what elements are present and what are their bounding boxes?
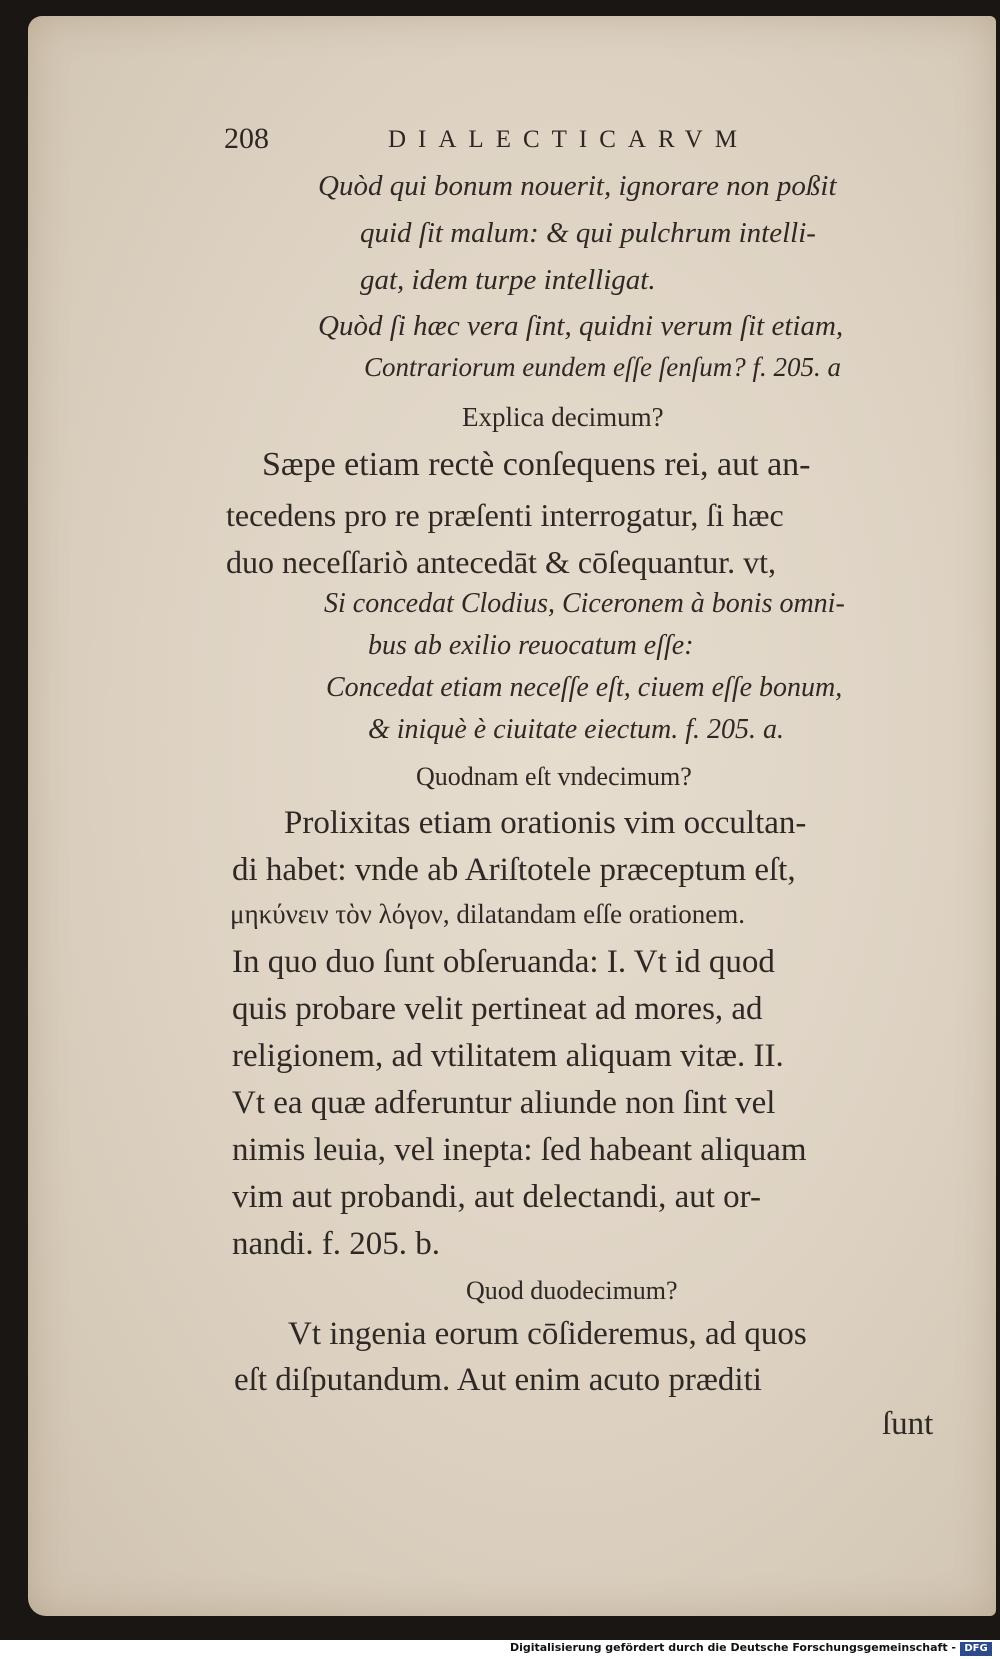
text-line: In quo duo ſunt obſeruanda: I. Vt id quod: [232, 944, 775, 980]
text-line: di habet: vnde ab Ariſtotele præceptum eſt,: [232, 852, 796, 888]
text-line: Concedat etiam neceſſe eſt, ciuem eſſe bonum,: [326, 672, 843, 703]
page-number: 208: [224, 122, 269, 155]
text-line: religionem, ad vtilitatem aliquam vitæ. II.: [232, 1038, 784, 1074]
text-line: Quòd ſi hæc vera ſint, quidni verum ſit etiam,: [318, 310, 844, 342]
text-line: Vt ingenia eorum cōſideremus, ad quos: [288, 1316, 807, 1352]
text-line: eſt diſputandum. Aut enim acuto præditi: [234, 1362, 762, 1398]
text-line: nandi. f. 205. b.: [232, 1226, 441, 1262]
page-header: [224, 122, 924, 170]
text-line: tecedens pro re præſenti interrogatur, ſi hæc: [226, 497, 784, 533]
catchword: ſunt: [882, 1406, 934, 1442]
question-heading: Explica decimum?: [462, 402, 664, 432]
text-line: vim aut probandi, aut delectandi, aut or-: [232, 1179, 761, 1215]
text-line: Vt ea quæ adferuntur aliunde non ſint vel: [232, 1085, 776, 1121]
dfg-logo: DFG: [960, 1642, 992, 1656]
text-line: & iniquè è ciuitate eiectum. f. 205. a.: [368, 714, 785, 745]
footer-bar: [0, 1640, 1000, 1659]
text-line: Si concedat Clodius, Ciceronem à bonis omni-: [324, 588, 845, 619]
text-line: bus ab exilio reuocatum eſſe:: [368, 630, 694, 661]
text-line: Contrariorum eundem eſſe ſenſum? f. 205. a: [364, 352, 841, 382]
question-heading: Quodnam eſt vndecimum?: [416, 762, 692, 791]
text-line: Quòd qui bonum nouerit, ignorare non poßit: [318, 170, 837, 202]
text-line: gat, idem turpe intelligat.: [360, 264, 656, 296]
text-line: duo neceſſariò antecedāt & cōſequantur. vt,: [226, 544, 776, 580]
running-title: DIALECTICARVM: [388, 126, 749, 153]
text-line: quid ſit malum: & qui pulchrum intelli-: [360, 217, 816, 249]
funding-note: Digitalisierung gefördert durch die Deutsche Forschungsgemeinschaft -: [509, 1641, 956, 1654]
text-line: nimis leuia, vel inepta: ſed habeant aliquam: [232, 1132, 807, 1168]
text-line: μηκύνειν τὸν λόγον, dilatandam eſſe orationem.: [230, 899, 746, 929]
text-line: Sæpe etiam rectè conſequens rei, aut an-: [262, 446, 811, 483]
text-line: quis probare velit pertineat ad mores, ad: [232, 991, 763, 1027]
text-line: Prolixitas etiam orationis vim occultan-: [284, 805, 807, 841]
question-heading: Quod duodecimum?: [466, 1276, 678, 1305]
